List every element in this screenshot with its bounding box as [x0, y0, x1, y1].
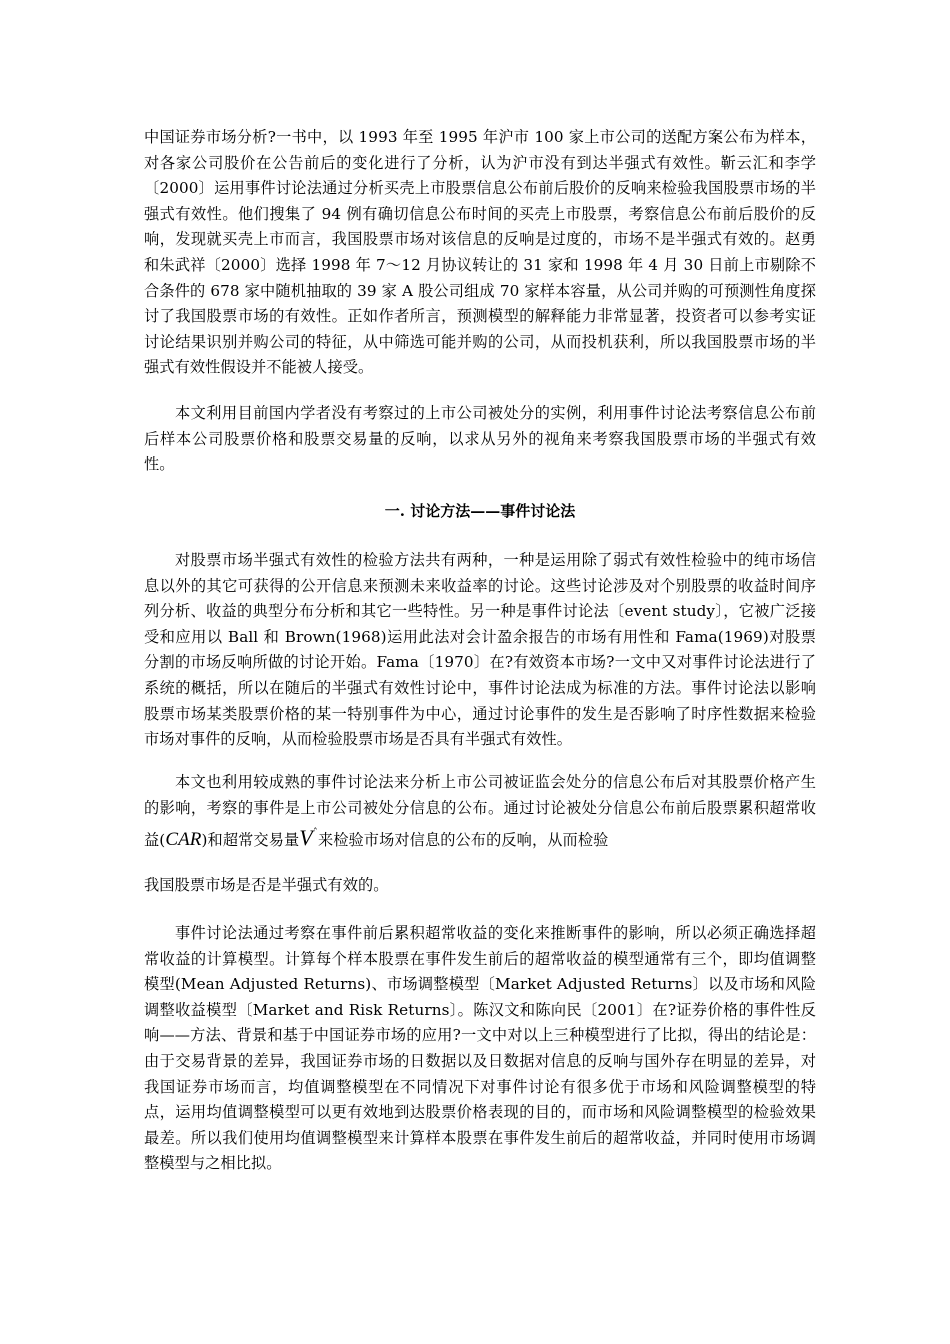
- p4-text-a: 本文也利用较成熟的事件讨论法来分析上市公司被证监会处分的信息公布后对其股票价格产生的影响，考察的事件是上市公司被处分信息的公布。通过讨论被处分信息公布前后股票累积超常收益: [144, 773, 816, 850]
- car-close-paren: ): [201, 831, 208, 850]
- p4-text-c: 来检验市场对信息的公布的反响，从而检验: [317, 831, 609, 850]
- p4-text-b: 和超常交易量: [207, 831, 300, 850]
- body-paragraph-model-selection: 事件讨论法通过考察在事件前后累积超常收益的变化来推断事件的影响，所以必须正确选择超常收益的计算模型。计算每个样本股票在事件发生前后的超常收益的模型通常有三个，即均值调整模型(Mean Adjusted Returns)、市场调整模型〔Market Adjusted Returns〕以及市场和风险调整收益模型〔Market and Risk Returns〕。陈汉文和陈向民〔2001〕在?证券价格的事件性反响——方法、背景和基于中国证券市场的应用?一文中对以上三种模型进行了比拟，得出的结论是：由于交易背景的差异，我国证券市场的日数据以及日数据对信息的反响与国外存在明显的差异，对我国证券市场而言，均值调整模型在不同情况下对事件讨论有很多优于市场和风险调整模型的特点，运用均值调整模型可以更有效地到达股票价格表现的目的，而市场和风险调整模型的检验效果最差。所以我们使用均值调整模型来计算样本股票在事件发生前后的超常收益，并同时使用市场调整模型与之相比拟。: [144, 924, 816, 1173]
- abnormal-volume-symbol: V: [299, 825, 313, 851]
- body-paragraph-event-study-overview: 对股票市场半强式有效性的检验方法共有两种，一种是运用除了弱式有效性检验中的纯市场信息以外的其它可获得的公开信息来预测未来收益率的讨论。这些讨论涉及对个别股票的收益时间序列分析、收益的典型分布分析和其它一些特性。另一种是事件讨论法〔event study〕，它被广泛接受和应用以 Ball 和 Brown(1968)运用此法对会计盈余报告的市场有用性和 Fama(1969)对股票分割的市场反响所做的讨论开始。Fama〔1970〕在?有效资本市场?一文中又对事件讨论法进行了系统的概括，所以在随后的半强式有效性讨论中，事件讨论法成为标准的方法。事件讨论法以影响股票市场某类股票价格的某一特别事件为中心，通过讨论事件的发生是否影响了时序性数据来检验市场对事件的反响，从而检验股票市场是否具有半强式有效性。: [144, 551, 816, 749]
- car-open-paren: (: [159, 831, 166, 850]
- abnormal-volume-hat-mark: ˆ: [312, 828, 318, 840]
- body-paragraph-study-purpose: 本文利用目前国内学者没有考察过的上市公司被处分的实例，利用事件讨论法考察信息公布前后样本公司股票价格和股票交易量的反响，以求从另外的视角来考察我国股票市场的半强式有效性。: [144, 404, 816, 474]
- body-paragraph-method-application: [144, 770, 816, 854]
- section-heading-research-method: 一. 讨论方法——事件讨论法: [384, 502, 576, 520]
- body-paragraph-method-application-tail: 我国股票市场是否是半强式有效的。: [144, 876, 389, 894]
- body-paragraph-literature-review: 中国证券市场分析?一书中，以 1993 年至 1995 年沪市 100 家上市公司的送配方案公布为样本，对各家公司股价在公告前后的变化进行了分析，认为沪市没有到达半强式有效性。靳云汇和李学〔2000〕运用事件讨论法通过分析买壳上市股票信息公布前后股价的反响来检验我国股票市场的半强式有效性。他们搜集了 94 例有确切信息公布时间的买壳上市股票，考察信息公布前后股价的反响，发现就买壳上市而言，我国股票市场对该信息的反响是过度的，市场不是半强式有效的。赵勇和朱武祥〔2000〕选择 1998 年 7～12 月协议转让的 31 家和 1998 年 4 月 30 日前上市剔除不合条件的 678 家中随机抽取的 39 家 A 股公司组成 70 家样本容量，从公司并购的可预测性角度探讨了我国股票市场的有效性。正如作者所言，预测模型的解释能力非常显著，投资者可以参考实证讨论结果识别并购公司的特征，从中筛选可能并购的公司，从而投机获利，所以我国股票市场的半强式有效性假设并不能被人接受。: [144, 128, 816, 377]
- car-formula: CAR: [165, 829, 202, 851]
